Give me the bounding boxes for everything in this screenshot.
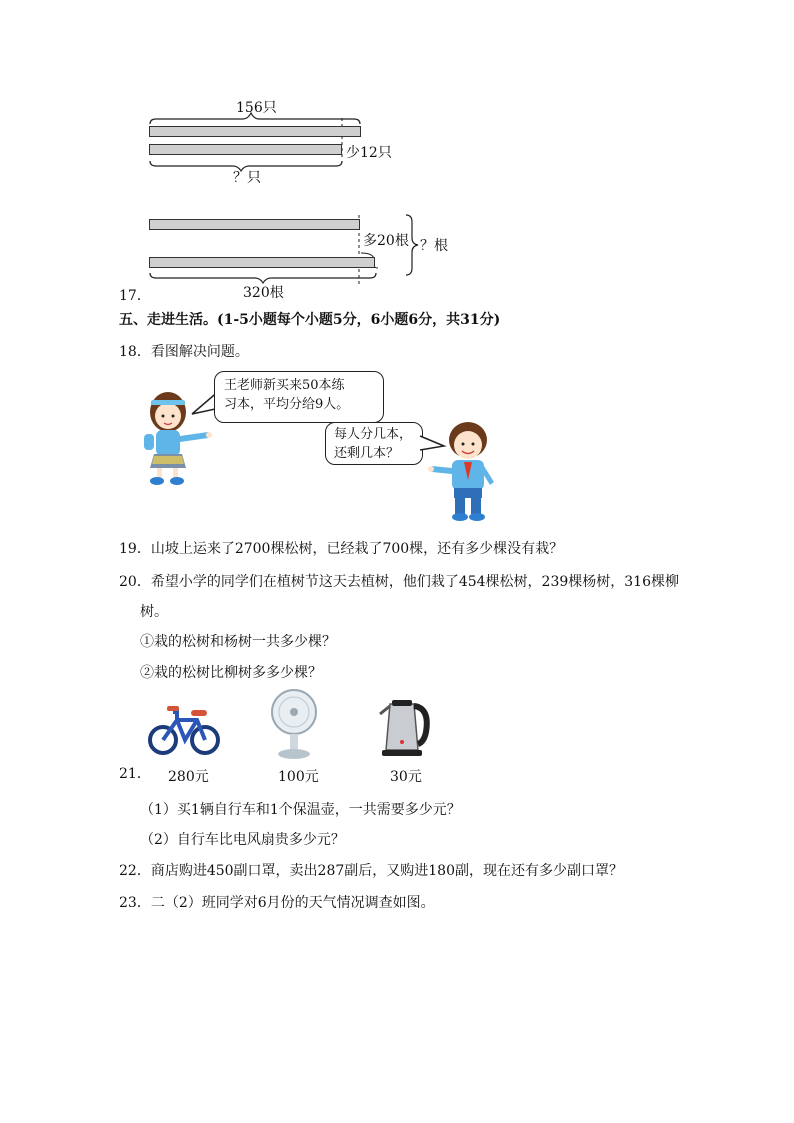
- diagram-2-bottom-label: 320根: [243, 285, 284, 301]
- diagram-1-top-label: 156只: [236, 100, 277, 116]
- girl-speech-line-2: 习本，平均分给9人。: [224, 397, 350, 412]
- bar-1-top: [149, 126, 361, 137]
- diagram-2-right-label: ？根: [420, 238, 448, 254]
- boy-speech-bubble: [325, 422, 423, 465]
- question-22-text: 22．商店购进450副口罩，卖出287副后，又购进180副，现在还有多少副口罩？: [119, 863, 623, 879]
- question-19-text: 19．山坡上运来了2700棵松树，已经栽了700棵，还有多少棵没有栽？: [119, 541, 564, 557]
- diagram-1-side-label: 少12只: [346, 145, 392, 161]
- bar-2-top: [149, 219, 360, 230]
- kettle-icon: [378, 692, 434, 758]
- question-20-sub-1: ①栽的松树和杨树一共多少棵？: [140, 634, 336, 650]
- diagram-1-bottom-label: ？只: [233, 170, 261, 186]
- question-21-sub-1: （1）买1辆自行车和1个保温壶，一共需要多少元？: [140, 802, 461, 818]
- boy-speech-line-2: 还剩几本？: [334, 446, 400, 461]
- question-23-text: 23．二（2）班同学对6月份的天气情况调查如图。: [119, 895, 435, 911]
- question-21-number: 21．: [119, 766, 151, 782]
- question-17-number: 17．: [119, 288, 151, 304]
- question-21-sub-2: （2）自行车比电风扇贵多少元？: [140, 832, 345, 848]
- boy-illustration: [424, 418, 502, 526]
- question-18-text: 18．看图解决问题。: [119, 344, 249, 360]
- electric-fan-icon: [266, 688, 322, 762]
- bar-1-bottom: [149, 144, 342, 155]
- question-20-sub-2: ②栽的松树比柳树多多少棵？: [140, 665, 322, 681]
- bar-2-bottom: [149, 257, 375, 268]
- boy-speech-line-1: 每人分几本，: [334, 427, 413, 442]
- girl-speech-bubble: [214, 371, 384, 423]
- girl-speech-line-1: 王老师新买来50本练: [224, 378, 345, 393]
- question-20-line-2: 树。: [140, 604, 168, 620]
- kettle-price: 30元: [390, 769, 422, 785]
- question-20-line-1: 20．希望小学的同学们在植树节这天去植树，他们栽了454棵松树，239棵杨树，316棵柳: [119, 574, 679, 590]
- fan-price: 100元: [278, 769, 319, 785]
- bicycle-icon: [147, 700, 221, 758]
- section-5-heading: 五、走进生活。(1-5小题每个小题5分，6小题6分，共31分): [119, 312, 501, 328]
- bicycle-price: 280元: [168, 769, 209, 785]
- diagram-2-side-label: 多20根: [363, 233, 409, 249]
